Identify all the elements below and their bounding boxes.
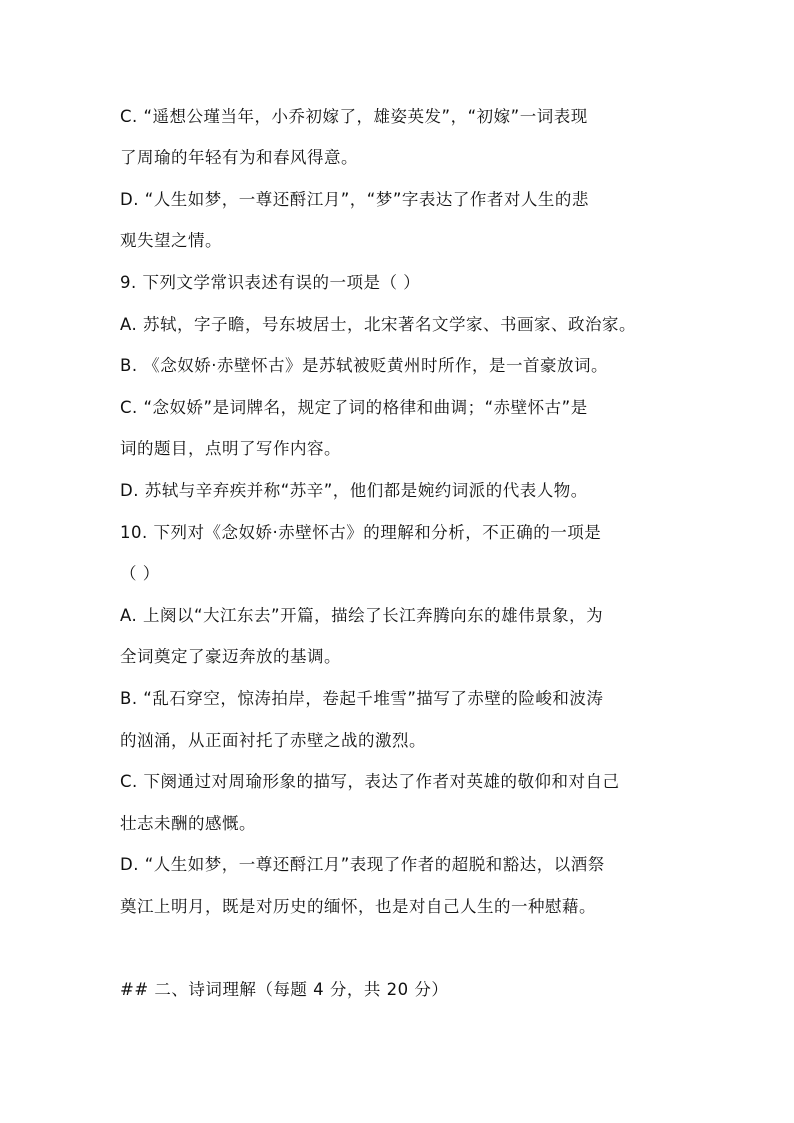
- q10-option-d-line-1: D. “人生如梦，一尊还酹江月”表现了作者的超脱和豁达，以酒祭: [120, 855, 605, 874]
- option-c-line-1: C. “遥想公瑾当年，小乔初嫁了，雄姿英发”，“初嫁”一词表现: [120, 107, 588, 126]
- q10-option-b-line-2: 的汹涌，从正面衬托了赤壁之战的激烈。: [120, 731, 426, 750]
- q9-option-a: A. 苏轼，字子瞻，号东坡居士，北宋著名文学家、书画家、政治家。: [120, 315, 636, 334]
- q9-option-d: D. 苏轼与辛弃疾并称“苏辛”，他们都是婉约词派的代表人物。: [120, 481, 588, 500]
- q9-option-c-line-1: C. “念奴娇”是词牌名，规定了词的格律和曲调；“赤壁怀古”是: [120, 398, 588, 417]
- q10-option-c-line-2: 壮志未酬的感慨。: [120, 814, 256, 833]
- section-heading: ## 二、诗词理解（每题 4 分，共 20 分）: [120, 980, 449, 999]
- q10-option-a-line-1: A. 上阕以“大江东去”开篇，描绘了长江奔腾向东的雄伟景象，为: [120, 606, 604, 625]
- option-c-line-2: 了周瑜的年轻有为和春风得意。: [120, 148, 358, 167]
- option-d-line-1: D. “人生如梦，一尊还酹江月”，“梦”字表达了作者对人生的悲: [120, 190, 589, 209]
- question-10-line-2: （ ）: [120, 564, 160, 583]
- q10-option-a-line-2: 全词奠定了豪迈奔放的基调。: [120, 647, 341, 666]
- question-10-line-1: 10. 下列对《念奴娇·赤壁怀古》的理解和分析，不正确的一项是: [120, 523, 602, 542]
- q10-option-b-line-1: B. “乱石穿空，惊涛拍岸，卷起千堆雪”描写了赤壁的险峻和波涛: [120, 689, 604, 708]
- option-d-line-2: 观失望之情。: [120, 231, 222, 250]
- q9-option-c-line-2: 词的题目，点明了写作内容。: [120, 439, 341, 458]
- question-9: 9. 下列文学常识表述有误的一项是（ ）: [120, 273, 421, 292]
- q10-option-d-line-2: 奠江上明月，既是对历史的缅怀，也是对自己人生的一种慰藉。: [120, 897, 596, 916]
- q10-option-c-line-1: C. 下阕通过对周瑜形象的描写，表达了作者对英雄的敬仰和对自己: [120, 772, 620, 791]
- q9-option-b: B. 《念奴娇·赤壁怀古》是苏轼被贬黄州时所作，是一首豪放词。: [120, 356, 609, 375]
